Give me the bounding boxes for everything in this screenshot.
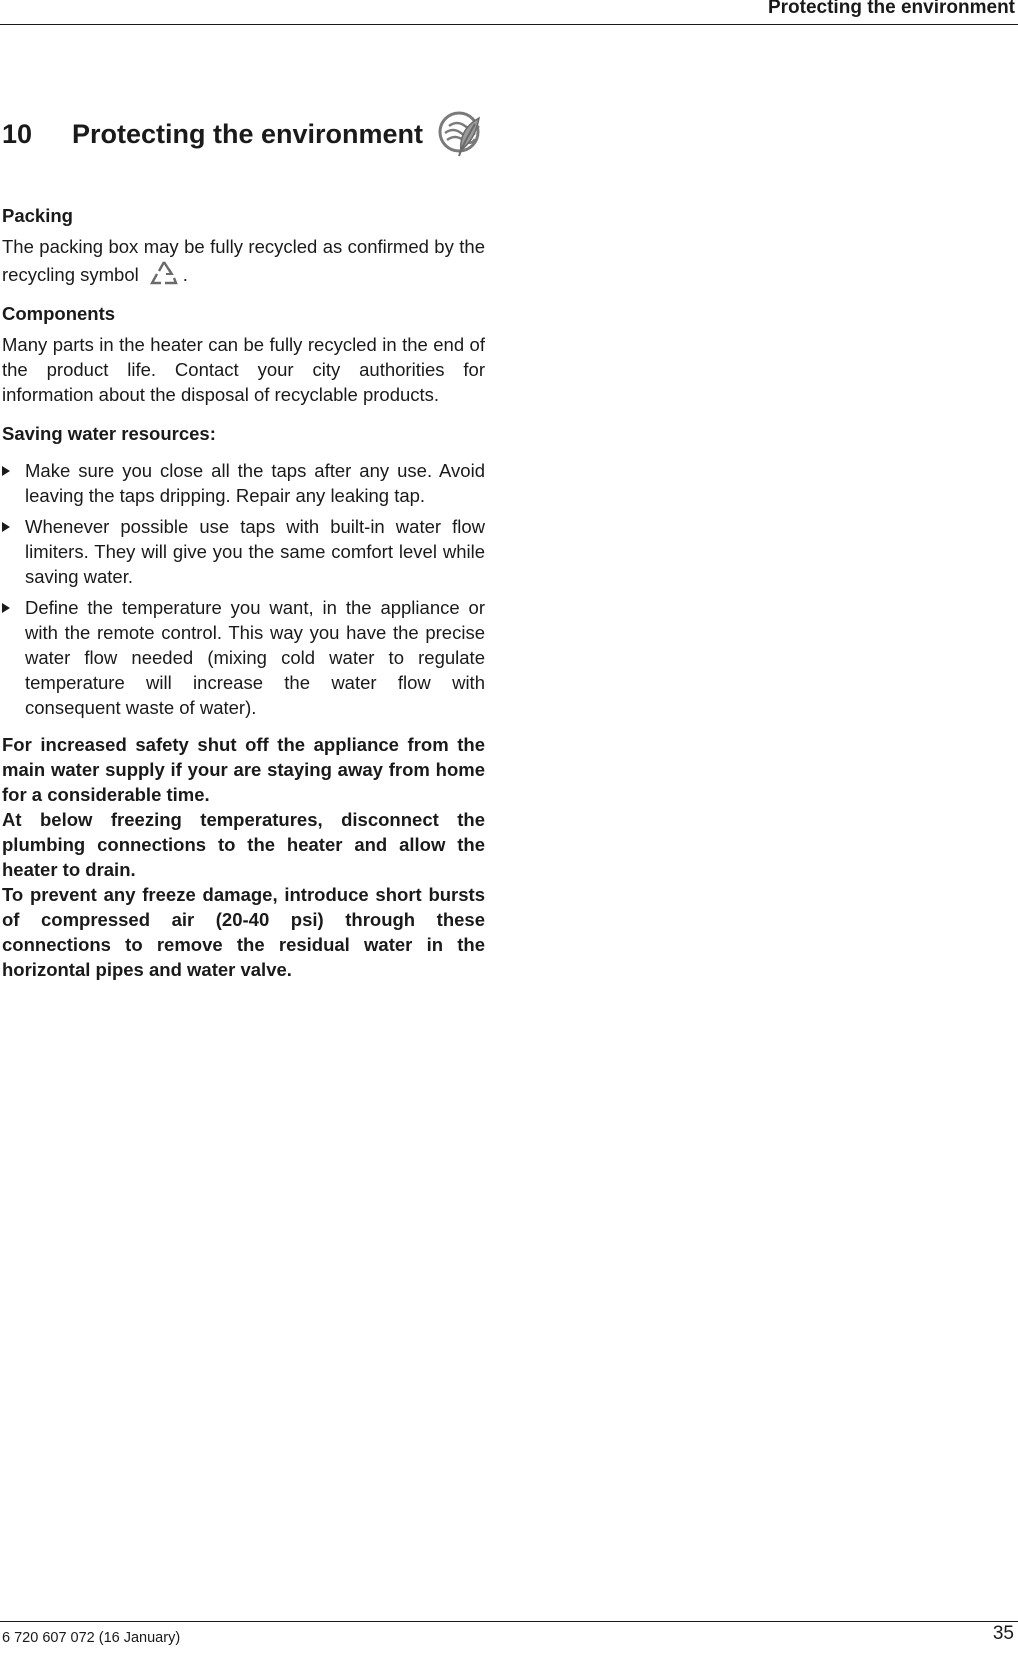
list-item	[2, 458, 485, 508]
packing-text: The packing box may be fully recycled as confirmed by the recycling symbol	[2, 236, 485, 285]
list-item	[2, 595, 485, 720]
safety-warnings	[2, 732, 485, 982]
list-item-text: Define the temperature you want, in the appliance or with the remote control. This way you have the precise water flow needed (mixing cold water to regulate temperature will increase the water flow with consequent waste of water).	[25, 597, 485, 718]
components-paragraph: Many parts in the heater can be fully recycled in the end of the product life. Contact your city authorities for information about the disposal of recyclable products.	[2, 334, 485, 405]
section-title-components: Components	[2, 303, 116, 324]
chapter-heading	[2, 104, 487, 164]
list-item-text: Whenever possible use taps with built-in water flow limiters. They will give you the same comfort level while saving water.	[25, 516, 485, 587]
warning-paragraph: To prevent any freeze damage, introduce short bursts of compressed air (20-40 psi) through these connections to remove the residual water in the horizontal pipes and water valve.	[2, 884, 485, 980]
running-footer	[0, 1621, 1018, 1653]
document-id: 6 720 607 072 (16 January)	[2, 1630, 181, 1646]
warning-paragraph: At below freezing temperatures, disconnect the plumbing connections to the heater and allow the heater to drain.	[2, 809, 485, 880]
recycling-symbol-icon	[149, 259, 179, 287]
bullet-arrow-icon	[2, 522, 10, 532]
packing-text-end: .	[182, 264, 188, 285]
chapter-title: Protecting the environment	[72, 118, 424, 149]
page-number: 35	[992, 1623, 1014, 1644]
running-header-title: Protecting the environment	[767, 0, 1015, 18]
list-item-text: Make sure you close all the taps after any use. Avoid leaving the taps dripping. Repair any leaking tap.	[25, 460, 485, 506]
main-content	[2, 203, 485, 982]
bullet-arrow-icon	[2, 466, 10, 476]
saving-water-list	[2, 458, 485, 720]
chapter-number: 10	[2, 118, 33, 149]
list-item	[2, 514, 485, 589]
warning-paragraph: For increased safety shut off the appliance from the main water supply if your are staying away from home for a considerable time.	[2, 734, 485, 805]
packing-paragraph	[2, 234, 485, 287]
running-header	[0, 0, 1018, 25]
section-title-saving-water: Saving water resources:	[2, 423, 216, 444]
bullet-arrow-icon	[2, 603, 10, 613]
section-title-packing: Packing	[2, 205, 73, 226]
environment-leaf-water-icon	[435, 106, 487, 162]
